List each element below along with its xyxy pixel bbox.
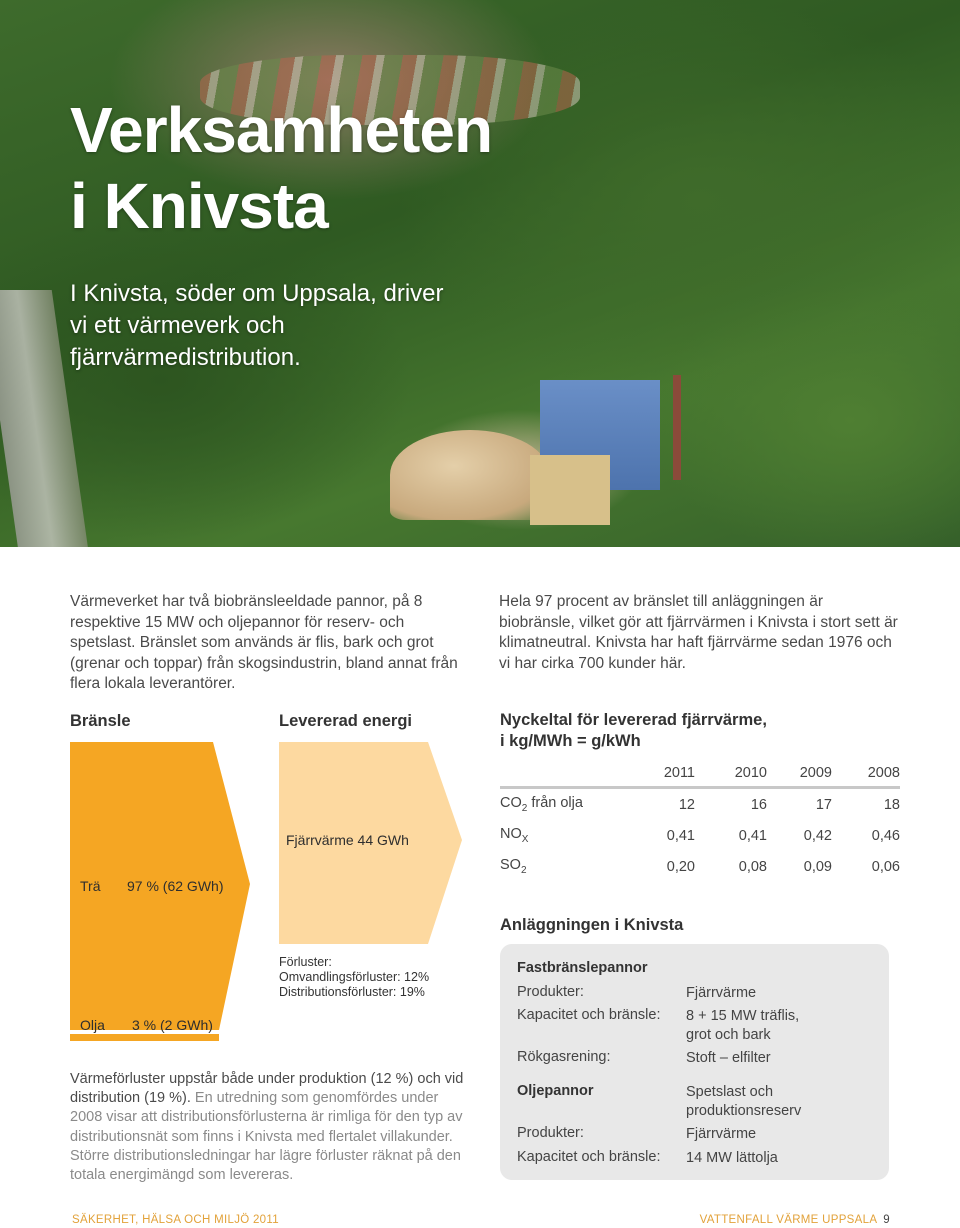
losses-block xyxy=(279,955,429,1000)
footer-left: SÄKERHET, HÄLSA OCH MILJÖ 2011 xyxy=(72,1214,279,1226)
table-header-row xyxy=(500,760,900,788)
solid-products-value: Fjärrvärme xyxy=(686,985,757,1001)
table-cell: 18 xyxy=(883,796,900,813)
losses-conversion: Omvandlingsförluster: 12% xyxy=(279,970,430,984)
oil-boiler-heading: Oljepannor xyxy=(517,1083,594,1099)
plant-info-box xyxy=(500,944,889,1180)
title-line-1: Verksamheten xyxy=(70,94,493,166)
table-cell: 0,46 xyxy=(871,827,900,844)
oil-role-value: Spetslast och produktionsreserv xyxy=(686,1084,802,1119)
solid-fuel-heading: Fastbränslepannor xyxy=(517,960,648,976)
intro-right: Hela 97 procent av bränslet till anläggningen är biobränsle, vilket gör att fjärrvärmen i Knivsta i stort sett är klimatneutral. Knivsta har haft fjärrvärme sedan 1976 och vi har cirka 700 kunder här. xyxy=(499,593,898,672)
district-heating-label: Fjärrvärme 44 GWh xyxy=(286,832,409,848)
table-cell: 0,06 xyxy=(871,858,900,875)
row-label: $NO_X$ xyxy=(500,826,529,845)
wood-label: Trä xyxy=(80,878,101,894)
heading-delivered: Levererad energi xyxy=(279,712,412,730)
table-cell: 0,41 xyxy=(666,827,695,844)
year-col: 2008 xyxy=(832,760,900,788)
table-cell: 0,42 xyxy=(803,827,832,844)
table-cell: 0,09 xyxy=(803,858,832,875)
wood-value: 97 % (62 GWh) xyxy=(127,878,224,894)
solid-products-label: Produkter: xyxy=(517,984,584,1000)
solid-flue-value: Stoft – elfilter xyxy=(686,1050,771,1066)
plant-heading: Anläggningen i Knivsta xyxy=(500,916,684,934)
row-label: $SO_2$ xyxy=(500,857,527,876)
oil-capacity-label: Kapacitet och bränsle: xyxy=(517,1149,661,1165)
year-col: 2011 xyxy=(640,760,695,788)
losses-distribution: Distributionsförluster: 19% xyxy=(279,985,425,999)
oil-products-value: Fjärrvärme xyxy=(686,1126,757,1142)
table-cell: 0,08 xyxy=(738,858,767,875)
title-line-2: i Knivsta xyxy=(70,170,328,242)
table-cell: 12 xyxy=(678,796,695,813)
heading-fuel: Bränsle xyxy=(70,712,131,730)
table-cell: 0,20 xyxy=(666,858,695,875)
oil-value: 3 % (2 GWh) xyxy=(132,1017,213,1033)
footer-right-text: VATTENFALL VÄRME UPPSALA xyxy=(699,1214,878,1226)
row-label: $CO_2$ från olja xyxy=(500,795,583,814)
losses-note-body: En utredning som genomfördes under 2008 visar att distributionsförlusterna är rimliga för den typ av distributionsnät som finns i Knivsta med flertalet villakunder. Större distributionsledningar har lägre förluster räknat på den totala energimängd som levereras. xyxy=(70,1090,463,1184)
key-figures-heading xyxy=(500,710,767,752)
year-col: 2010 xyxy=(695,760,767,788)
intro-left: Värmeverket har två biobränsleeldade pannor, på 8 respektive 15 MW och oljepannor för reserv- och spetslast. Bränslet som används är flis, bark och grot (grenar och toppar) från skogsindustrin, bland annat från flera lokala leverantörer. xyxy=(70,593,458,692)
oil-products-label: Produkter: xyxy=(517,1125,584,1141)
table-cell: 0,41 xyxy=(738,827,767,844)
key-figures-table xyxy=(500,760,900,882)
key-figures-heading-1: Nyckeltal för levererad fjärrvärme, xyxy=(500,711,767,729)
table-cell: 17 xyxy=(815,796,832,813)
hero-lead: I Knivsta, söder om Uppsala, driver vi ett värmeverk och fjärrvärmedistribution. xyxy=(70,280,444,371)
losses-title: Förluster: xyxy=(279,955,332,969)
losses-note xyxy=(70,1070,470,1185)
table-row xyxy=(500,788,900,821)
solid-flue-label: Rökgasrening: xyxy=(517,1049,611,1065)
solid-capacity-value: 8 + 15 MW träflis, grot och bark xyxy=(686,1008,800,1043)
oil-flow-bar xyxy=(70,1034,219,1041)
year-col: 2009 xyxy=(767,760,832,788)
oil-capacity-value: 14 MW lättolja xyxy=(686,1150,778,1166)
losses-note-lead: Värmeförluster uppstår både under produktion (12 %) och vid distribution (19 %). xyxy=(70,1071,464,1107)
oil-label: Olja xyxy=(80,1017,105,1033)
footer-right xyxy=(700,1214,890,1226)
table-row xyxy=(500,851,900,882)
key-figures-heading-2: i kg/MWh = g/kWh xyxy=(500,732,641,750)
table-cell: 16 xyxy=(750,796,767,813)
solid-capacity-label: Kapacitet och bränsle: xyxy=(517,1007,661,1023)
page-number: 9 xyxy=(883,1214,890,1226)
table-row xyxy=(500,820,900,851)
